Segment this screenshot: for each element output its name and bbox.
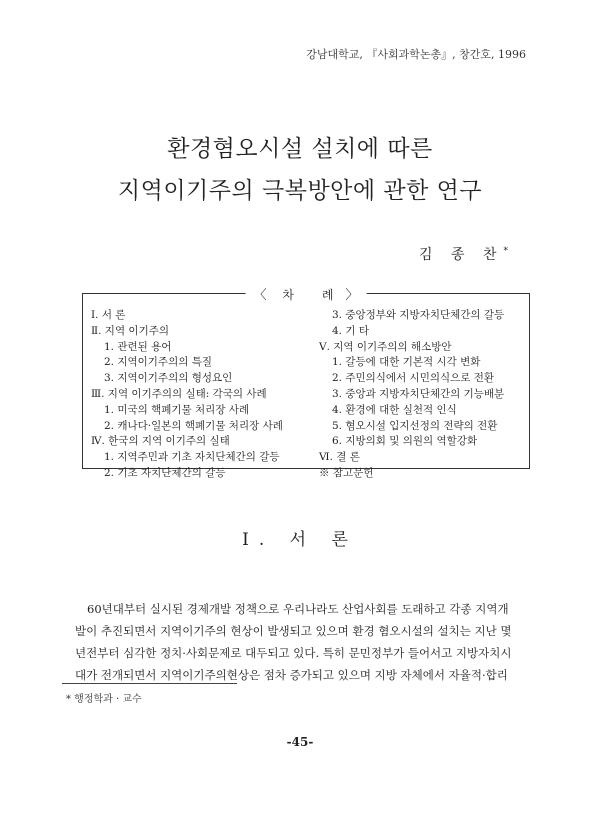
footnote: * 행정학과 · 교수 — [66, 694, 142, 705]
toc-item: Ⅳ. 한국의 지역 이기주의 실태 — [91, 435, 230, 448]
body-line: 대가 전개되면서 지역이기주의현상은 점차 증가되고 있으며 지방 자체에서 자율적·합리 — [75, 668, 508, 682]
toc-item: 3. 중앙과 지방자치단체간의 기능배분 — [332, 387, 505, 400]
body-line: 60년대부터 실시된 경제개발 정책으로 우리나라도 산업사회를 도래하고 각종 지역개 — [87, 602, 509, 616]
toc-heading-text: 차 례 — [282, 288, 346, 302]
toc-item: Ⅰ. 서 론 — [91, 309, 126, 321]
toc-item: 2. 지역이기주의의 특질 — [104, 356, 212, 369]
toc-item: ※ 참고문헌 — [319, 466, 374, 479]
toc-item: 2. 기초 자치단체간의 갈등 — [104, 466, 226, 479]
paper-title-line-1: 환경혐오시설 설치에 따른 — [167, 136, 433, 162]
body-line: 발이 추진되면서 지역이기주의 현상이 발생되고 있으며 환경 혐오시설의 설치는 지난 몇 — [75, 624, 512, 638]
paper-title-line-2: 지역이기주의 극복방안에 관한 연구 — [117, 178, 483, 204]
body-line: 년전부터 심각한 정치·사회문제로 대두되고 있다. 특히 문민정부가 들어서고 지방자치시 — [75, 646, 512, 660]
footnote-divider — [62, 683, 237, 684]
toc-item: 4. 기 타 — [332, 324, 369, 337]
author — [419, 244, 508, 264]
page-number: -45- — [286, 735, 314, 749]
body-paragraph — [75, 598, 525, 686]
toc-left-column — [91, 308, 313, 482]
section-heading: Ⅰ. 서 론 — [242, 530, 358, 550]
toc-item: 6. 지방의회 및 의원의 역할강화 — [332, 435, 478, 448]
toc-heading: 〈 차 례〉 — [246, 284, 367, 303]
toc-item: 1. 관련된 용어 — [104, 340, 172, 353]
toc-item: Ⅱ. 지역 이기주의 — [91, 324, 170, 337]
author-footnote-mark: * — [503, 246, 508, 257]
toc-item: Ⅵ. 결 론 — [319, 451, 360, 464]
toc-item: 1. 미국의 핵폐기물 처리장 사례 — [104, 403, 250, 416]
toc-item: Ⅴ. 지역 이기주의의 해소방안 — [319, 340, 452, 353]
toc-item: 3. 중앙정부와 지방자치단체간의 갈등 — [332, 309, 505, 321]
toc-item: 4. 환경에 대한 실천적 인식 — [332, 403, 457, 416]
toc-item: 1. 지역주민과 기초 자치단체간의 갈등 — [104, 451, 280, 464]
journal-citation: 강남대학교, 『사회과학논총』, 창간호, 1996 — [306, 48, 526, 61]
toc-right-column — [319, 308, 529, 482]
toc-item: 3. 지역이기주의의 형성요인 — [104, 372, 233, 385]
toc-item: 1. 갈등에 대한 기본적 시각 변화 — [332, 356, 481, 369]
table-of-contents — [82, 288, 530, 479]
toc-item: 2. 캐나다·일본의 핵폐기물 처리장 사례 — [104, 419, 283, 432]
author-name: 김 종 찬 — [419, 247, 504, 263]
toc-item: Ⅲ. 지역 이기주의의 실태: 각국의 사례 — [91, 387, 267, 400]
toc-item: 2. 주민의식에서 시민의식으로 전환 — [332, 372, 495, 385]
toc-item: 5. 혐오시설 입지선정의 전략의 전환 — [332, 419, 498, 432]
